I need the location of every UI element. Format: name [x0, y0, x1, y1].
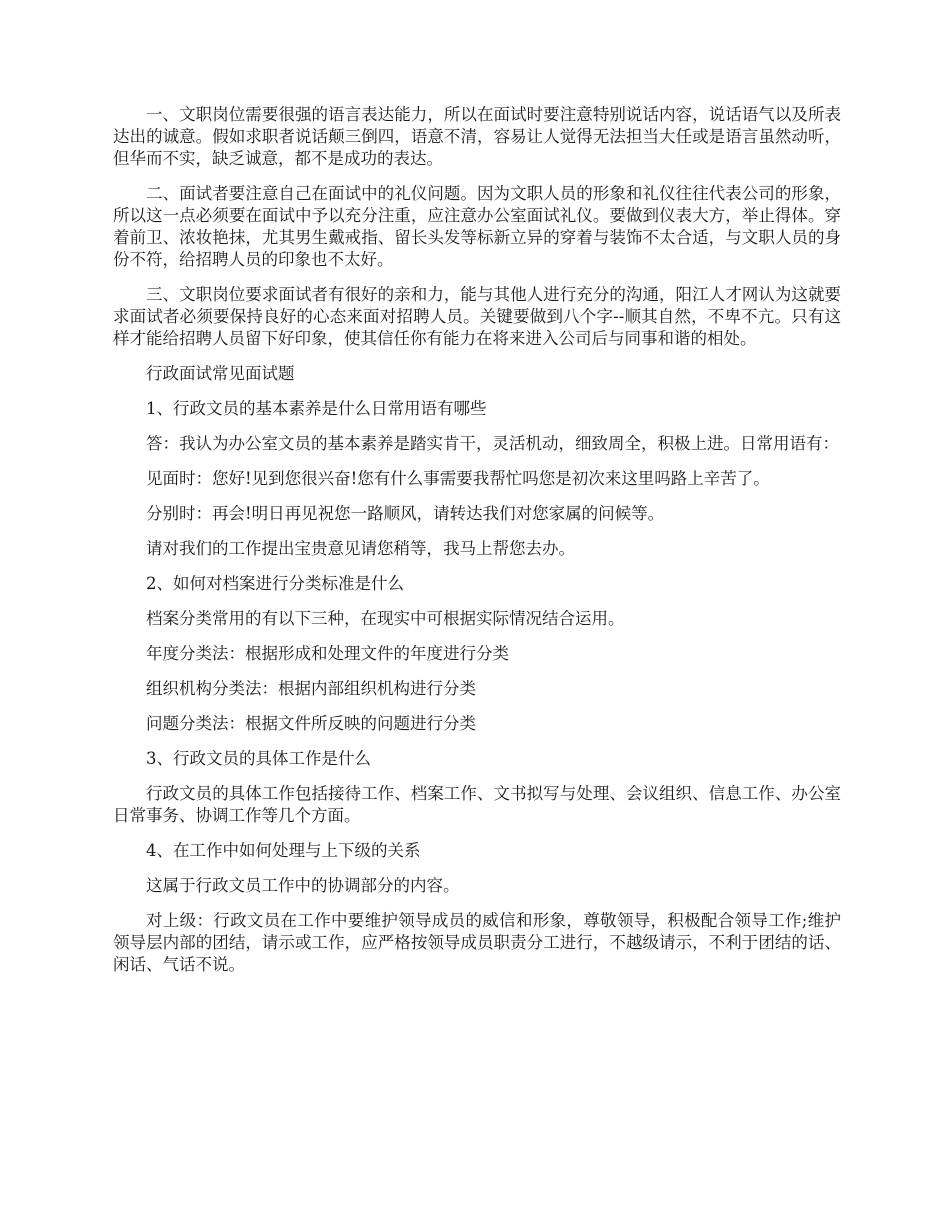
- answer-2-organizational: 组织机构分类法：根据内部组织机构进行分类: [146, 679, 476, 698]
- question-1: 1、行政文员的基本素养是什么日常用语有哪些: [146, 399, 487, 418]
- answer-2-yearly: 年度分类法：根据形成和处理文件的年度进行分类: [146, 644, 509, 663]
- answer-4-superiors: 对上级：行政文员在工作中要维护领导成员的威信和形象，尊敬领导，积极配合领导工作;维护领导层内部的团结，请示或工作，应严格按领导成员职责分工进行，不越级请示，不利于团结的话、闲话、气话不说。: [113, 911, 841, 974]
- answer-2: 档案分类常用的有以下三种，在现实中可根据实际情况结合运用。: [146, 609, 625, 628]
- answer-2-issue: 问题分类法：根据文件所反映的问题进行分类: [146, 714, 476, 733]
- answer-4: 这属于行政文员工作中的协调部分的内容。: [146, 876, 460, 895]
- document-page: [113, 104, 841, 989]
- paragraph-point-2: 二、面试者要注意自己在面试中的礼仪问题。因为文职人员的形象和礼仪往往代表公司的形象，所以这一点必须要在面试中予以充分注重，应注意办公室面试礼仪。要做到仪表大方，举止得体。穿着前卫、浓妆艳抹，尤其男生戴戒指、留长头发等标新立异的穿着与装饰不太合适，与文职人员的身份不符，给招聘人员的印象也不太好。: [113, 184, 841, 269]
- question-2: 2、如何对档案进行分类标准是什么: [146, 574, 404, 593]
- section-heading: 行政面试常见面试题: [146, 364, 295, 383]
- answer-1-request: 请对我们的工作提出宝贵意见请您稍等，我马上帮您去办。: [146, 539, 575, 558]
- answer-1: 答：我认为办公室文员的基本素养是踏实肯干，灵活机动，细致周全，积极上进。日常用语有：: [146, 434, 839, 453]
- answer-1-farewell: 分别时：再会!明日再见祝您一路顺风，请转达我们对您家属的问候等。: [146, 504, 665, 523]
- answer-3: 行政文员的具体工作包括接待工作、档案工作、文书拟写与处理、会议组织、信息工作、办公室日常事务、协调工作等几个方面。: [113, 784, 841, 825]
- paragraph-point-1: 一、文职岗位需要很强的语言表达能力，所以在面试时要注意特别说话内容，说话语气以及所表达出的诚意。假如求职者说话颠三倒四，语意不清，容易让人觉得无法担当大任或是语言虽然动听，但华而不实，缺乏诚意，都不是成功的表达。: [113, 105, 841, 168]
- answer-1-greeting: 见面时：您好!见到您很兴奋!您有什么事需要我帮忙吗您是初次来这里吗路上辛苦了。: [146, 469, 770, 488]
- question-4: 4、在工作中如何处理与上下级的关系: [146, 841, 421, 860]
- paragraph-point-3: 三、文职岗位要求面试者有很好的亲和力，能与其他人进行充分的沟通，阳江人才网认为这就要求面试者必须要保持良好的心态来面对招聘人员。关键要做到八个字--顺其自然，不卑不亢。只有这样才能给招聘人员留下好印象，使其信任你有能力在将来进入公司后与同事和谐的相处。: [113, 285, 841, 348]
- question-3: 3、行政文员的具体工作是什么: [146, 749, 371, 768]
